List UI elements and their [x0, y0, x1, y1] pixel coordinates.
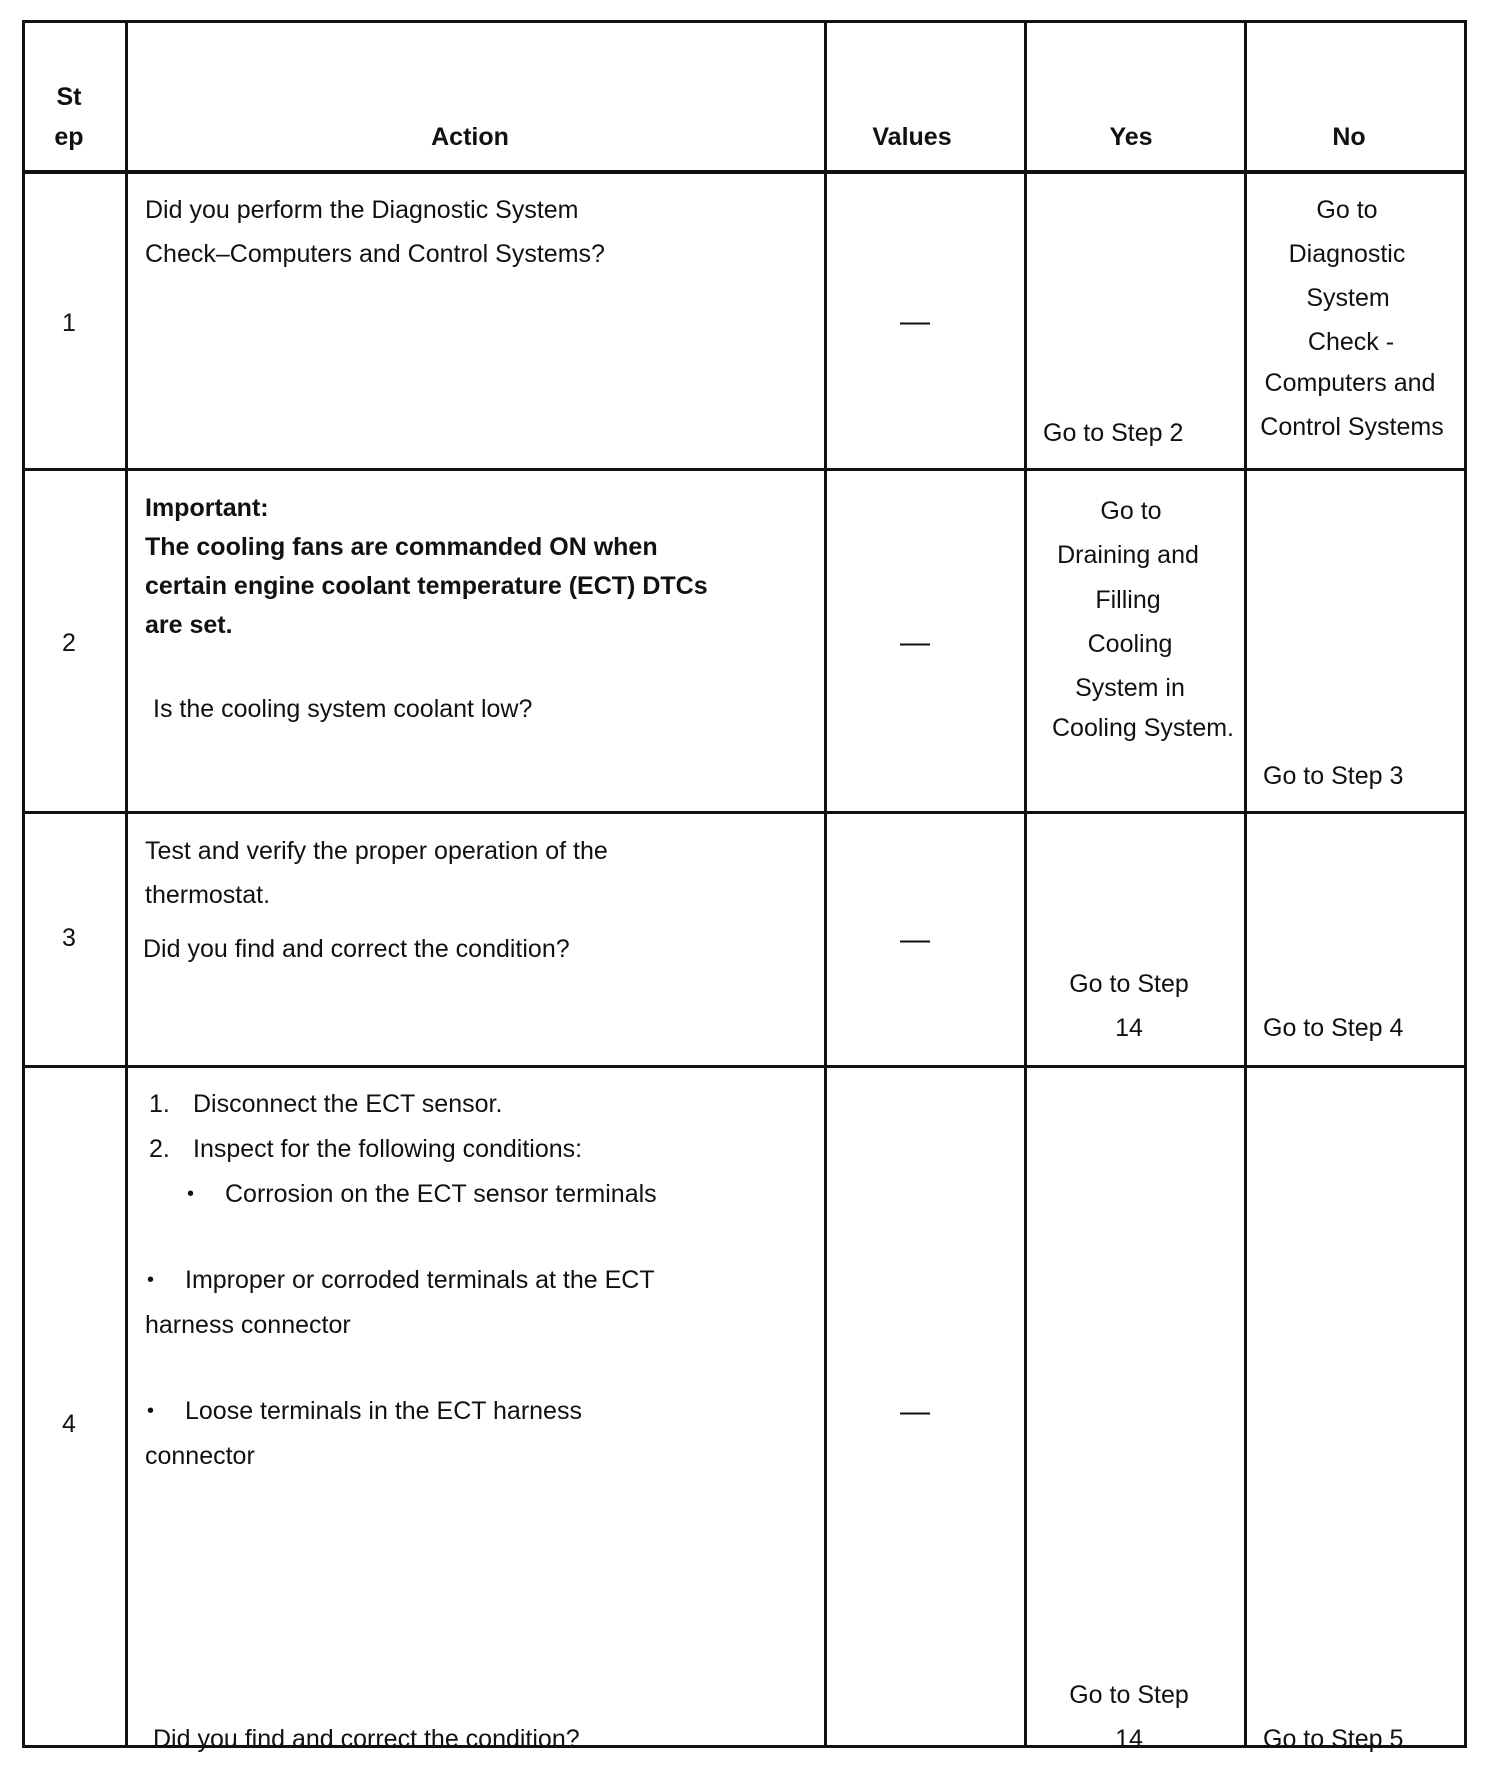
no-link[interactable]: Go to Step 5	[1263, 1725, 1404, 1753]
column-divider	[1024, 23, 1027, 1745]
values-dash: —	[900, 1395, 930, 1428]
yes-link[interactable]: Go to Step	[1069, 1681, 1189, 1709]
action-text: thermostat.	[145, 881, 271, 909]
column-divider	[1244, 23, 1247, 1745]
step-number: 1	[62, 309, 76, 337]
no-link[interactable]: Computers and	[1264, 369, 1436, 397]
no-link[interactable]: Control Systems	[1260, 413, 1444, 441]
step-number: 3	[62, 924, 76, 952]
bullet-item: Improper or corroded terminals at the ECT	[185, 1266, 655, 1294]
no-link[interactable]: Go to	[1316, 196, 1378, 224]
bullet-item: harness connector	[145, 1311, 351, 1339]
row-divider	[25, 170, 1464, 174]
action-text: Did you perform the Diagnostic System	[145, 196, 579, 224]
header-step-line1: St	[56, 83, 82, 111]
yes-link[interactable]: 14	[1115, 1014, 1143, 1042]
yes-link[interactable]: Draining and	[1057, 541, 1199, 569]
yes-link[interactable]: Cooling	[1087, 630, 1173, 658]
bullet-item: connector	[145, 1442, 255, 1470]
list-number: 2.	[149, 1135, 170, 1163]
important-text: are set.	[145, 611, 233, 639]
header-step-line2: ep	[54, 123, 84, 151]
row-divider	[25, 1065, 1464, 1068]
no-link[interactable]: Diagnostic	[1288, 240, 1406, 268]
diagnostic-table	[22, 20, 1467, 1753]
yes-link[interactable]: Go to	[1100, 497, 1162, 525]
bullet-icon: •	[187, 1183, 195, 1205]
yes-link[interactable]: Go to Step	[1069, 970, 1189, 998]
important-label: Important:	[145, 494, 269, 522]
important-text: The cooling fans are commanded ON when	[145, 533, 658, 561]
question-text: Is the cooling system coolant low?	[153, 695, 533, 723]
list-item: Disconnect the ECT sensor.	[193, 1090, 503, 1118]
yes-link[interactable]: Filling	[1095, 586, 1161, 614]
no-link[interactable]: Check -	[1307, 328, 1395, 356]
action-text: Check–Computers and Control Systems?	[145, 240, 605, 268]
yes-link[interactable]: 14	[1115, 1725, 1143, 1753]
header-values: Values	[872, 123, 952, 151]
values-dash: —	[900, 923, 930, 956]
header-no: No	[1332, 123, 1366, 151]
yes-link[interactable]: System in	[1075, 674, 1185, 702]
values-dash: —	[900, 305, 930, 338]
header-yes: Yes	[1109, 123, 1153, 151]
no-link[interactable]: Go to Step 3	[1263, 762, 1404, 790]
question-text: Did you find and correct the condition?	[143, 935, 570, 963]
list-item: Inspect for the following conditions:	[193, 1135, 583, 1163]
bullet-icon: •	[147, 1269, 155, 1291]
no-link[interactable]: System	[1306, 284, 1390, 312]
important-text: certain engine coolant temperature (ECT) DTCs	[145, 572, 708, 600]
action-text: Test and verify the proper operation of the	[145, 837, 608, 865]
bullet-item: Loose terminals in the ECT harness	[185, 1397, 582, 1425]
values-dash: —	[900, 626, 930, 659]
list-number: 1.	[149, 1090, 170, 1118]
step-number: 4	[62, 1410, 76, 1438]
bullet-icon: •	[147, 1400, 155, 1422]
header-action: Action	[431, 123, 509, 151]
question-text: Did you find and correct the condition?	[153, 1725, 580, 1753]
yes-link[interactable]: Go to Step 2	[1043, 419, 1184, 447]
column-divider	[125, 23, 128, 1745]
row-divider	[25, 811, 1464, 814]
no-link[interactable]: Go to Step 4	[1263, 1014, 1404, 1042]
column-divider	[824, 23, 827, 1745]
row-divider	[25, 468, 1464, 471]
bullet-item: Corrosion on the ECT sensor terminals	[225, 1180, 657, 1208]
step-number: 2	[62, 629, 76, 657]
yes-link[interactable]: Cooling System.	[1051, 714, 1235, 742]
